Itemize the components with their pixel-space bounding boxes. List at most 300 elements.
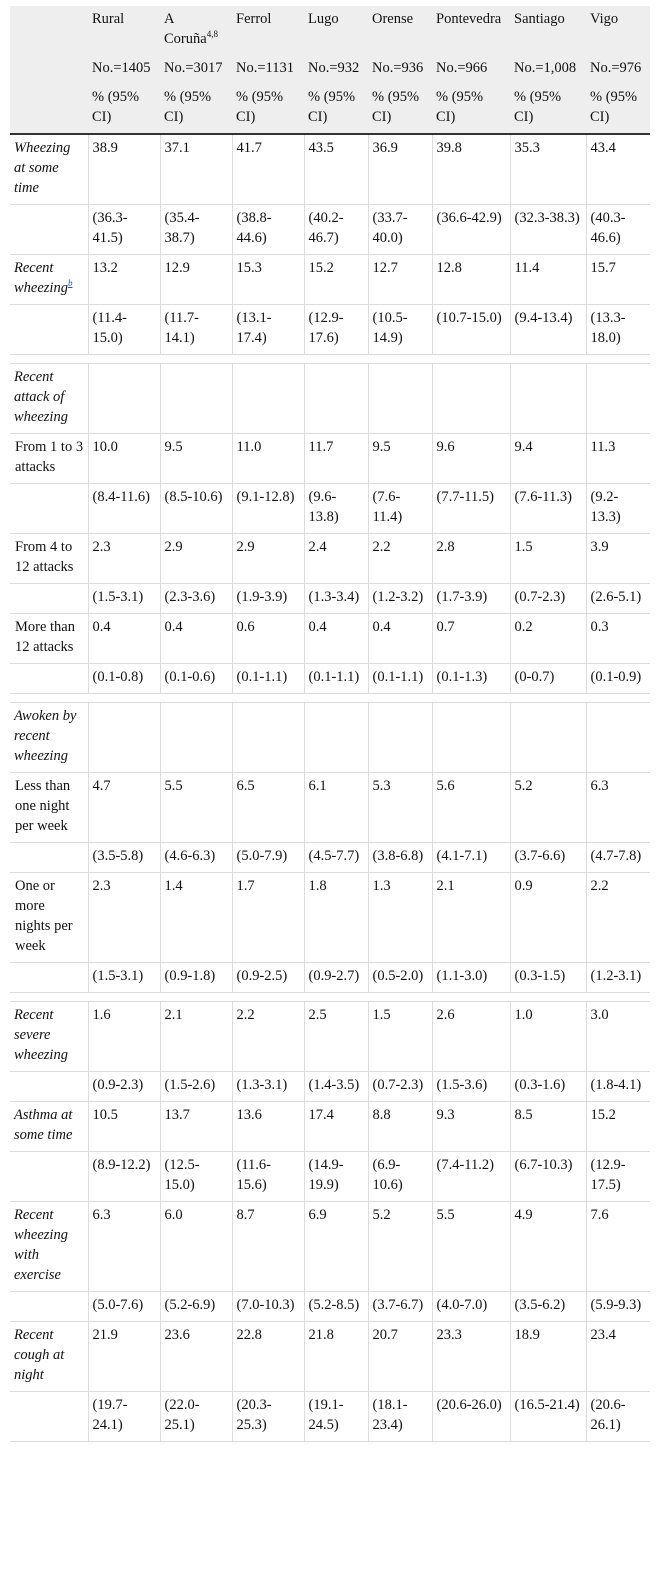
prevalence-value-cell: 23.4 bbox=[586, 1322, 650, 1392]
empty-label-cell bbox=[10, 963, 88, 993]
prevalence-value-cell: 23.3 bbox=[432, 1322, 510, 1392]
column-header-name bbox=[232, 6, 304, 55]
prevalence-value-cell: 36.9 bbox=[368, 134, 432, 205]
table-row bbox=[10, 255, 650, 305]
column-statistic-label: % (95% CI) bbox=[88, 84, 160, 134]
confidence-interval-cell: (0.1-0.8) bbox=[88, 664, 160, 694]
prevalence-value-cell: 15.2 bbox=[586, 1102, 650, 1152]
confidence-interval-cell: (3.8-6.8) bbox=[368, 843, 432, 873]
confidence-interval-cell: (2.6-5.1) bbox=[586, 584, 650, 614]
prevalence-value-cell: 1.3 bbox=[368, 873, 432, 963]
header-corner-cell bbox=[10, 55, 88, 84]
confidence-interval-cell: (8.9-12.2) bbox=[88, 1152, 160, 1202]
row-label-text: Recent wheezing with exercise bbox=[14, 1207, 68, 1283]
column-name: Pontevedra bbox=[436, 11, 502, 27]
spacer-cell bbox=[10, 993, 650, 1002]
row-label bbox=[10, 534, 88, 584]
confidence-interval-cell: (0.7-2.3) bbox=[368, 1072, 432, 1102]
confidence-interval-cell: (4.5-7.7) bbox=[304, 843, 368, 873]
prevalence-value-cell: 1.8 bbox=[304, 873, 368, 963]
row-label-text: More than 12 attacks bbox=[15, 619, 75, 655]
table-row bbox=[10, 1202, 650, 1292]
empty-cell bbox=[368, 364, 432, 434]
empty-cell bbox=[160, 364, 232, 434]
prevalence-value-cell: 2.6 bbox=[432, 1002, 510, 1072]
confidence-interval-cell: (4.0-7.0) bbox=[432, 1292, 510, 1322]
empty-label-cell bbox=[10, 205, 88, 255]
spacer-cell bbox=[10, 694, 650, 703]
prevalence-value-cell: 9.5 bbox=[160, 434, 232, 484]
confidence-interval-cell: (16.5-21.4) bbox=[510, 1392, 586, 1442]
prevalence-value-cell: 10.5 bbox=[88, 1102, 160, 1152]
confidence-interval-cell: (3.5-5.8) bbox=[88, 843, 160, 873]
confidence-interval-cell: (4.7-7.8) bbox=[586, 843, 650, 873]
prevalence-value-cell: 5.2 bbox=[510, 773, 586, 843]
prevalence-value-cell: 2.5 bbox=[304, 1002, 368, 1072]
section-row bbox=[10, 364, 650, 434]
table-row-ci bbox=[10, 664, 650, 694]
column-sample-size: No.=1131 bbox=[232, 55, 304, 84]
empty-label-cell bbox=[10, 584, 88, 614]
prevalence-value-cell: 12.9 bbox=[160, 255, 232, 305]
empty-cell bbox=[232, 703, 304, 773]
row-label-text: Recent cough at night bbox=[14, 1327, 65, 1383]
confidence-interval-cell: (3.7-6.6) bbox=[510, 843, 586, 873]
prevalence-value-cell: 5.2 bbox=[368, 1202, 432, 1292]
prevalence-value-cell: 13.2 bbox=[88, 255, 160, 305]
prevalence-value-cell: 6.0 bbox=[160, 1202, 232, 1292]
row-label bbox=[10, 255, 88, 305]
column-header-name bbox=[510, 6, 586, 55]
confidence-interval-cell: (1.2-3.1) bbox=[586, 963, 650, 993]
prevalence-value-cell: 12.7 bbox=[368, 255, 432, 305]
confidence-interval-cell: (0.1-1.1) bbox=[232, 664, 304, 694]
confidence-interval-cell: (19.7-24.1) bbox=[88, 1392, 160, 1442]
confidence-interval-cell: (0.3-1.6) bbox=[510, 1072, 586, 1102]
prevalence-value-cell: 2.4 bbox=[304, 534, 368, 584]
column-header-name bbox=[88, 6, 160, 55]
prevalence-value-cell: 2.1 bbox=[160, 1002, 232, 1072]
prevalence-value-cell: 0.4 bbox=[304, 614, 368, 664]
prevalence-value-cell: 9.3 bbox=[432, 1102, 510, 1152]
prevalence-value-cell: 43.4 bbox=[586, 134, 650, 205]
column-sample-size: No.=932 bbox=[304, 55, 368, 84]
spacer-row bbox=[10, 355, 650, 364]
prevalence-value-cell: 0.4 bbox=[88, 614, 160, 664]
row-label-text: From 1 to 3 attacks bbox=[15, 439, 84, 475]
table-row bbox=[10, 873, 650, 963]
prevalence-value-cell: 0.9 bbox=[510, 873, 586, 963]
empty-cell bbox=[160, 703, 232, 773]
prevalence-value-cell: 15.2 bbox=[304, 255, 368, 305]
prevalence-value-cell: 17.4 bbox=[304, 1102, 368, 1152]
prevalence-value-cell: 1.5 bbox=[510, 534, 586, 584]
confidence-interval-cell: (7.6-11.4) bbox=[368, 484, 432, 534]
section-row bbox=[10, 703, 650, 773]
confidence-interval-cell: (36.6-42.9) bbox=[432, 205, 510, 255]
confidence-interval-cell: (0.1-1.1) bbox=[304, 664, 368, 694]
column-header-name bbox=[432, 6, 510, 55]
row-label bbox=[10, 1002, 88, 1072]
prevalence-value-cell: 0.7 bbox=[432, 614, 510, 664]
table-row-ci bbox=[10, 484, 650, 534]
prevalence-value-cell: 2.2 bbox=[232, 1002, 304, 1072]
prevalence-value-cell: 2.2 bbox=[586, 873, 650, 963]
table-row-ci bbox=[10, 1152, 650, 1202]
prevalence-value-cell: 2.2 bbox=[368, 534, 432, 584]
confidence-interval-cell: (1.2-3.2) bbox=[368, 584, 432, 614]
prevalence-value-cell: 2.3 bbox=[88, 873, 160, 963]
confidence-interval-cell: (5.0-7.6) bbox=[88, 1292, 160, 1322]
column-sample-size: No.=936 bbox=[368, 55, 432, 84]
confidence-interval-cell: (35.4-38.7) bbox=[160, 205, 232, 255]
row-label-text: Recent wheezing bbox=[14, 260, 68, 296]
prevalence-value-cell: 22.8 bbox=[232, 1322, 304, 1392]
header-row-sample-size bbox=[10, 55, 650, 84]
row-label bbox=[10, 134, 88, 205]
empty-cell bbox=[88, 703, 160, 773]
confidence-interval-cell: (20.6-26.1) bbox=[586, 1392, 650, 1442]
empty-label-cell bbox=[10, 1152, 88, 1202]
column-sample-size: No.=976 bbox=[586, 55, 650, 84]
prevalence-value-cell: 11.3 bbox=[586, 434, 650, 484]
table-body bbox=[10, 134, 650, 1442]
confidence-interval-cell: (33.7-40.0) bbox=[368, 205, 432, 255]
prevalence-value-cell: 0.2 bbox=[510, 614, 586, 664]
confidence-interval-cell: (32.3-38.3) bbox=[510, 205, 586, 255]
prevalence-value-cell: 2.8 bbox=[432, 534, 510, 584]
prevalence-value-cell: 0.4 bbox=[368, 614, 432, 664]
confidence-interval-cell: (12.5-15.0) bbox=[160, 1152, 232, 1202]
confidence-interval-cell: (0.7-2.3) bbox=[510, 584, 586, 614]
row-label bbox=[10, 614, 88, 664]
prevalence-value-cell: 8.8 bbox=[368, 1102, 432, 1152]
column-name: Vigo bbox=[590, 11, 619, 27]
table-row-ci bbox=[10, 843, 650, 873]
prevalence-value-cell: 39.8 bbox=[432, 134, 510, 205]
confidence-interval-cell: (18.1-23.4) bbox=[368, 1392, 432, 1442]
prevalence-value-cell: 2.1 bbox=[432, 873, 510, 963]
confidence-interval-cell: (36.3-41.5) bbox=[88, 205, 160, 255]
spacer-row bbox=[10, 993, 650, 1002]
confidence-interval-cell: (0.9-2.7) bbox=[304, 963, 368, 993]
column-statistic-label: % (95% CI) bbox=[232, 84, 304, 134]
prevalence-value-cell: 1.4 bbox=[160, 873, 232, 963]
empty-label-cell bbox=[10, 664, 88, 694]
prevalence-value-cell: 13.7 bbox=[160, 1102, 232, 1152]
column-sample-size: No.=1405 bbox=[88, 55, 160, 84]
confidence-interval-cell: (1.3-3.4) bbox=[304, 584, 368, 614]
confidence-interval-cell: (8.4-11.6) bbox=[88, 484, 160, 534]
row-label-text: Less than one night per week bbox=[15, 778, 71, 834]
empty-label-cell bbox=[10, 1292, 88, 1322]
column-sample-size: No.=3017 bbox=[160, 55, 232, 84]
row-label-text: One or more nights per week bbox=[15, 878, 73, 954]
row-label bbox=[10, 1202, 88, 1292]
confidence-interval-cell: (13.3-18.0) bbox=[586, 305, 650, 355]
prevalence-value-cell: 4.7 bbox=[88, 773, 160, 843]
table-header bbox=[10, 6, 650, 134]
prevalence-value-cell: 2.9 bbox=[160, 534, 232, 584]
table-row-ci bbox=[10, 584, 650, 614]
confidence-interval-cell: (40.3-46.6) bbox=[586, 205, 650, 255]
prevalence-value-cell: 35.3 bbox=[510, 134, 586, 205]
prevalence-value-cell: 2.9 bbox=[232, 534, 304, 584]
prevalence-table bbox=[10, 6, 650, 1442]
header-row-names bbox=[10, 6, 650, 55]
table-row bbox=[10, 614, 650, 664]
prevalence-value-cell: 15.7 bbox=[586, 255, 650, 305]
table-row-ci bbox=[10, 963, 650, 993]
column-sample-size: No.=1,008 bbox=[510, 55, 586, 84]
prevalence-value-cell: 18.9 bbox=[510, 1322, 586, 1392]
confidence-interval-cell: (22.0-25.1) bbox=[160, 1392, 232, 1442]
column-name: A Coruña bbox=[164, 11, 207, 47]
confidence-interval-cell: (0.1-0.6) bbox=[160, 664, 232, 694]
confidence-interval-cell: (1.5-3.1) bbox=[88, 584, 160, 614]
confidence-interval-cell: (1.9-3.9) bbox=[232, 584, 304, 614]
header-corner-cell bbox=[10, 84, 88, 134]
confidence-interval-cell: (9.6-13.8) bbox=[304, 484, 368, 534]
column-header-name bbox=[304, 6, 368, 55]
column-name: Rural bbox=[92, 11, 125, 27]
prevalence-value-cell: 37.1 bbox=[160, 134, 232, 205]
empty-cell bbox=[304, 703, 368, 773]
spacer-cell bbox=[10, 355, 650, 364]
table-row bbox=[10, 773, 650, 843]
confidence-interval-cell: (9.4-13.4) bbox=[510, 305, 586, 355]
column-name: Ferrol bbox=[236, 11, 272, 27]
confidence-interval-cell: (19.1-24.5) bbox=[304, 1392, 368, 1442]
prevalence-value-cell: 5.6 bbox=[432, 773, 510, 843]
confidence-interval-cell: (6.7-10.3) bbox=[510, 1152, 586, 1202]
empty-label-cell bbox=[10, 1072, 88, 1102]
prevalence-value-cell: 11.0 bbox=[232, 434, 304, 484]
prevalence-value-cell: 2.3 bbox=[88, 534, 160, 584]
column-statistic-label: % (95% CI) bbox=[304, 84, 368, 134]
row-label-text: Asthma at some time bbox=[14, 1107, 73, 1143]
empty-cell bbox=[304, 364, 368, 434]
table-row bbox=[10, 1102, 650, 1152]
confidence-interval-cell: (5.0-7.9) bbox=[232, 843, 304, 873]
confidence-interval-cell: (7.7-11.5) bbox=[432, 484, 510, 534]
confidence-interval-cell: (10.5-14.9) bbox=[368, 305, 432, 355]
prevalence-value-cell: 1.0 bbox=[510, 1002, 586, 1072]
confidence-interval-cell: (20.3-25.3) bbox=[232, 1392, 304, 1442]
prevalence-value-cell: 8.5 bbox=[510, 1102, 586, 1152]
prevalence-value-cell: 5.5 bbox=[160, 773, 232, 843]
prevalence-value-cell: 43.5 bbox=[304, 134, 368, 205]
footnote-marker bbox=[68, 278, 73, 288]
confidence-interval-cell: (0.9-1.8) bbox=[160, 963, 232, 993]
row-label-text: Wheezing at some time bbox=[14, 140, 71, 196]
confidence-interval-cell: (0.9-2.3) bbox=[88, 1072, 160, 1102]
column-reference-superscript: 4,8 bbox=[206, 29, 218, 40]
confidence-interval-cell: (38.8-44.6) bbox=[232, 205, 304, 255]
prevalence-value-cell: 21.8 bbox=[304, 1322, 368, 1392]
row-label-text: Recent severe wheezing bbox=[14, 1007, 68, 1063]
table-row-ci bbox=[10, 1292, 650, 1322]
confidence-interval-cell: (9.1-12.8) bbox=[232, 484, 304, 534]
empty-cell bbox=[510, 703, 586, 773]
table-row bbox=[10, 434, 650, 484]
column-statistic-label: % (95% CI) bbox=[368, 84, 432, 134]
prevalence-value-cell: 6.9 bbox=[304, 1202, 368, 1292]
table-row bbox=[10, 1002, 650, 1072]
prevalence-value-cell: 9.6 bbox=[432, 434, 510, 484]
empty-label-cell bbox=[10, 1392, 88, 1442]
prevalence-value-cell: 6.1 bbox=[304, 773, 368, 843]
footnote-link[interactable]: b bbox=[67, 278, 73, 289]
confidence-interval-cell: (13.1-17.4) bbox=[232, 305, 304, 355]
table-row bbox=[10, 534, 650, 584]
column-sample-size: No.=966 bbox=[432, 55, 510, 84]
confidence-interval-cell: (3.5-6.2) bbox=[510, 1292, 586, 1322]
table-row-ci bbox=[10, 305, 650, 355]
prevalence-value-cell: 9.5 bbox=[368, 434, 432, 484]
prevalence-value-cell: 10.0 bbox=[88, 434, 160, 484]
confidence-interval-cell: (11.7-14.1) bbox=[160, 305, 232, 355]
confidence-interval-cell: (0.9-2.5) bbox=[232, 963, 304, 993]
table-row-ci bbox=[10, 1072, 650, 1102]
empty-cell bbox=[586, 364, 650, 434]
prevalence-value-cell: 8.7 bbox=[232, 1202, 304, 1292]
confidence-interval-cell: (5.9-9.3) bbox=[586, 1292, 650, 1322]
prevalence-value-cell: 6.3 bbox=[586, 773, 650, 843]
confidence-interval-cell: (4.1-7.1) bbox=[432, 843, 510, 873]
prevalence-value-cell: 1.7 bbox=[232, 873, 304, 963]
row-label bbox=[10, 434, 88, 484]
confidence-interval-cell: (5.2-8.5) bbox=[304, 1292, 368, 1322]
confidence-interval-cell: (2.3-3.6) bbox=[160, 584, 232, 614]
prevalence-value-cell: 12.8 bbox=[432, 255, 510, 305]
column-statistic-label: % (95% CI) bbox=[160, 84, 232, 134]
confidence-interval-cell: (7.4-11.2) bbox=[432, 1152, 510, 1202]
column-header-name bbox=[368, 6, 432, 55]
spacer-row bbox=[10, 694, 650, 703]
table-row bbox=[10, 134, 650, 205]
column-name: Orense bbox=[372, 11, 414, 27]
section-label: Awoken by recent wheezing bbox=[10, 703, 88, 773]
empty-cell bbox=[432, 703, 510, 773]
prevalence-value-cell: 3.9 bbox=[586, 534, 650, 584]
confidence-interval-cell: (14.9-19.9) bbox=[304, 1152, 368, 1202]
prevalence-value-cell: 6.5 bbox=[232, 773, 304, 843]
empty-cell bbox=[432, 364, 510, 434]
confidence-interval-cell: (7.6-11.3) bbox=[510, 484, 586, 534]
confidence-interval-cell: (12.9-17.6) bbox=[304, 305, 368, 355]
prevalence-value-cell: 5.3 bbox=[368, 773, 432, 843]
table-row-ci bbox=[10, 1392, 650, 1442]
empty-cell bbox=[88, 364, 160, 434]
empty-label-cell bbox=[10, 305, 88, 355]
prevalence-value-cell: 11.7 bbox=[304, 434, 368, 484]
prevalence-value-cell: 3.0 bbox=[586, 1002, 650, 1072]
row-label-text: From 4 to 12 attacks bbox=[15, 539, 74, 575]
column-statistic-label: % (95% CI) bbox=[432, 84, 510, 134]
section-label: Recent attack of wheezing bbox=[10, 364, 88, 434]
prevalence-value-cell: 9.4 bbox=[510, 434, 586, 484]
prevalence-value-cell: 11.4 bbox=[510, 255, 586, 305]
confidence-interval-cell: (12.9-17.5) bbox=[586, 1152, 650, 1202]
confidence-interval-cell: (0-0.7) bbox=[510, 664, 586, 694]
confidence-interval-cell: (9.2-13.3) bbox=[586, 484, 650, 534]
prevalence-value-cell: 13.6 bbox=[232, 1102, 304, 1152]
confidence-interval-cell: (0.1-1.3) bbox=[432, 664, 510, 694]
row-label bbox=[10, 773, 88, 843]
confidence-interval-cell: (11.6-15.6) bbox=[232, 1152, 304, 1202]
prevalence-value-cell: 38.9 bbox=[88, 134, 160, 205]
empty-cell bbox=[586, 703, 650, 773]
empty-cell bbox=[510, 364, 586, 434]
row-label bbox=[10, 1102, 88, 1152]
prevalence-value-cell: 0.6 bbox=[232, 614, 304, 664]
column-name: Santiago bbox=[514, 11, 565, 27]
confidence-interval-cell: (1.5-2.6) bbox=[160, 1072, 232, 1102]
confidence-interval-cell: (20.6-26.0) bbox=[432, 1392, 510, 1442]
column-name: Lugo bbox=[308, 11, 339, 27]
confidence-interval-cell: (1.1-3.0) bbox=[432, 963, 510, 993]
confidence-interval-cell: (0.3-1.5) bbox=[510, 963, 586, 993]
confidence-interval-cell: (1.7-3.9) bbox=[432, 584, 510, 614]
column-header-name bbox=[586, 6, 650, 55]
row-label bbox=[10, 873, 88, 963]
table-row-ci bbox=[10, 205, 650, 255]
prevalence-value-cell: 6.3 bbox=[88, 1202, 160, 1292]
confidence-interval-cell: (10.7-15.0) bbox=[432, 305, 510, 355]
confidence-interval-cell: (6.9-10.6) bbox=[368, 1152, 432, 1202]
header-row-statistic bbox=[10, 84, 650, 134]
confidence-interval-cell: (1.5-3.1) bbox=[88, 963, 160, 993]
prevalence-value-cell: 4.9 bbox=[510, 1202, 586, 1292]
confidence-interval-cell: (1.5-3.6) bbox=[432, 1072, 510, 1102]
row-label bbox=[10, 1322, 88, 1392]
confidence-interval-cell: (3.7-6.7) bbox=[368, 1292, 432, 1322]
empty-label-cell bbox=[10, 484, 88, 534]
confidence-interval-cell: (0.1-1.1) bbox=[368, 664, 432, 694]
confidence-interval-cell: (1.8-4.1) bbox=[586, 1072, 650, 1102]
prevalence-value-cell: 1.5 bbox=[368, 1002, 432, 1072]
table-row bbox=[10, 1322, 650, 1392]
confidence-interval-cell: (1.3-3.1) bbox=[232, 1072, 304, 1102]
column-header-name bbox=[160, 6, 232, 55]
prevalence-value-cell: 1.6 bbox=[88, 1002, 160, 1072]
header-corner-cell bbox=[10, 6, 88, 55]
prevalence-value-cell: 23.6 bbox=[160, 1322, 232, 1392]
prevalence-value-cell: 5.5 bbox=[432, 1202, 510, 1292]
prevalence-value-cell: 15.3 bbox=[232, 255, 304, 305]
empty-cell bbox=[232, 364, 304, 434]
confidence-interval-cell: (40.2-46.7) bbox=[304, 205, 368, 255]
confidence-interval-cell: (7.0-10.3) bbox=[232, 1292, 304, 1322]
empty-label-cell bbox=[10, 843, 88, 873]
prevalence-value-cell: 7.6 bbox=[586, 1202, 650, 1292]
empty-cell bbox=[368, 703, 432, 773]
confidence-interval-cell: (4.6-6.3) bbox=[160, 843, 232, 873]
prevalence-value-cell: 41.7 bbox=[232, 134, 304, 205]
prevalence-value-cell: 0.4 bbox=[160, 614, 232, 664]
prevalence-value-cell: 21.9 bbox=[88, 1322, 160, 1392]
confidence-interval-cell: (11.4-15.0) bbox=[88, 305, 160, 355]
column-statistic-label: % (95% CI) bbox=[510, 84, 586, 134]
confidence-interval-cell: (5.2-6.9) bbox=[160, 1292, 232, 1322]
column-statistic-label: % (95% CI) bbox=[586, 84, 650, 134]
confidence-interval-cell: (0.1-0.9) bbox=[586, 664, 650, 694]
confidence-interval-cell: (8.5-10.6) bbox=[160, 484, 232, 534]
prevalence-value-cell: 0.3 bbox=[586, 614, 650, 664]
confidence-interval-cell: (1.4-3.5) bbox=[304, 1072, 368, 1102]
confidence-interval-cell: (0.5-2.0) bbox=[368, 963, 432, 993]
